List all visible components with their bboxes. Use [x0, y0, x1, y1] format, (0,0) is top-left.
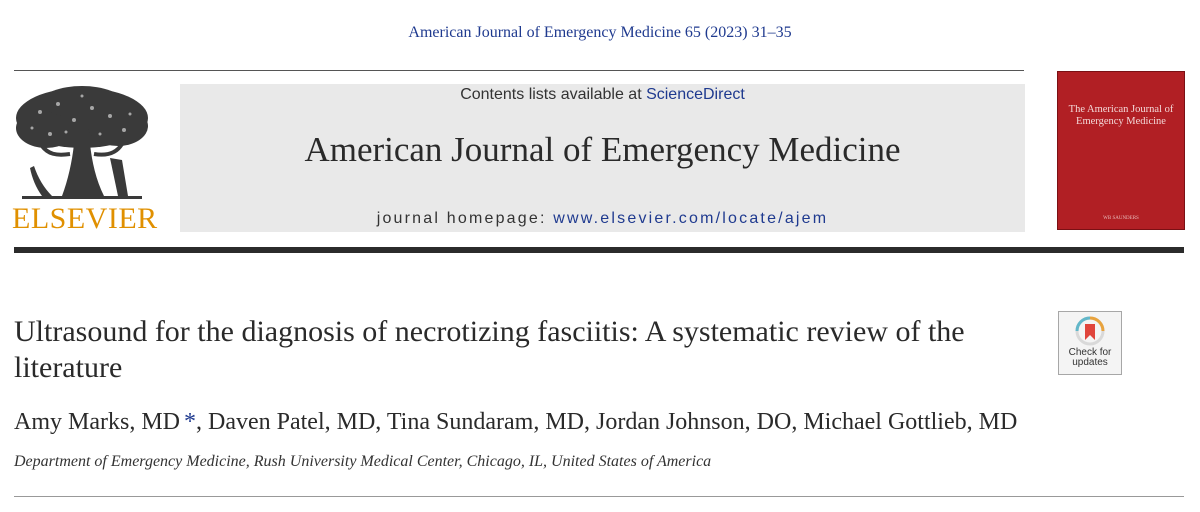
homepage-line	[180, 210, 1025, 228]
contents-line	[180, 86, 1025, 104]
header-divider	[14, 247, 1184, 253]
journal-title: American Journal of Emergency Medicine	[304, 130, 901, 169]
cover-footer: WB SAUNDERS	[1103, 216, 1139, 221]
top-divider	[14, 70, 1024, 71]
author-first[interactable]: Amy Marks, MD	[14, 409, 180, 435]
contents-prefix: Contents lists available at	[460, 86, 647, 103]
affiliation: Department of Emergency Medicine, Rush University Medical Center, Chicago, IL, United States of America	[14, 453, 712, 470]
homepage-link[interactable]: www.elsevier.com/locate/ajem	[553, 210, 829, 227]
corresponding-author-marker[interactable]: *	[184, 409, 196, 435]
bottom-divider	[14, 496, 1184, 497]
sciencedirect-link[interactable]: ScienceDirect	[646, 86, 745, 103]
journal-citation[interactable]: American Journal of Emergency Medicine 65 (2023) 31–35	[408, 24, 792, 41]
check-for-updates-button[interactable]	[1058, 311, 1122, 375]
journal-cover[interactable]	[1057, 71, 1185, 230]
bookmark-check-icon	[1075, 316, 1105, 348]
check-label-line1: Check for	[1068, 347, 1112, 358]
cover-title: The American Journal of Emergency Medicine	[1068, 104, 1174, 127]
author-list	[14, 409, 1184, 436]
homepage-prefix: journal homepage:	[376, 210, 554, 227]
elsevier-tree-icon	[12, 84, 152, 202]
author-rest[interactable]: , Daven Patel, MD, Tina Sundaram, MD, Jordan Johnson, DO, Michael Gottlieb, MD	[196, 409, 1018, 435]
elsevier-wordmark: ELSEVIER	[12, 202, 158, 235]
authors-text	[14, 409, 1017, 435]
elsevier-logo[interactable]	[12, 84, 158, 235]
journal-banner	[180, 84, 1025, 232]
check-label-line2: updates	[1072, 357, 1108, 368]
article-title: Ultrasound for the diagnosis of necrotizing fasciitis: A systematic review of the literature	[14, 315, 965, 384]
